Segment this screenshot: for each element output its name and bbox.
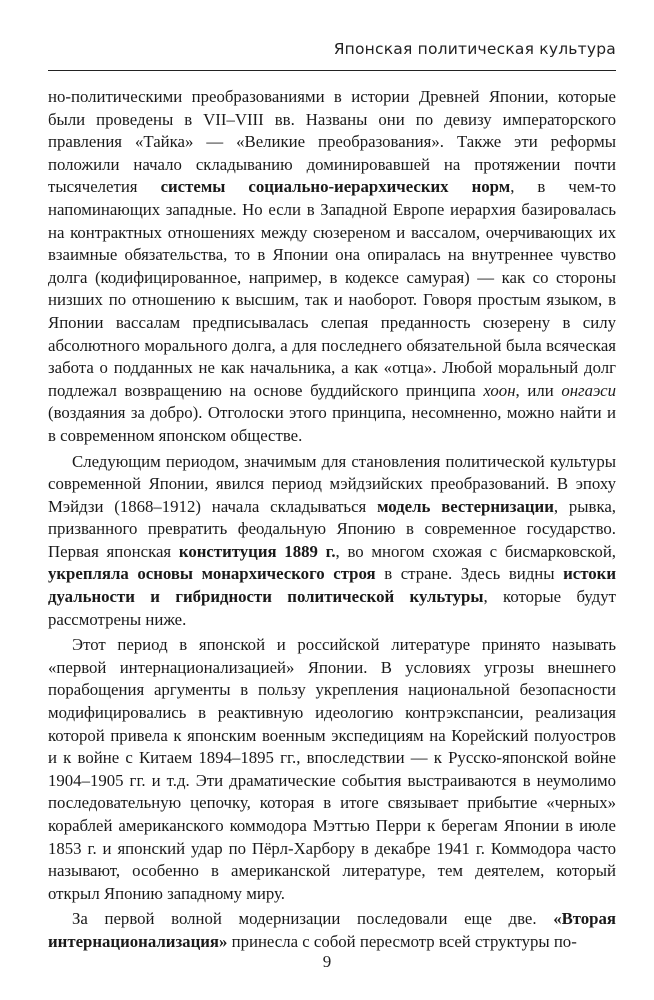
paragraph-2-run-3: , рывка, призванного превратить феодальную Японию в современное государство. Первая японская bbox=[48, 496, 616, 561]
term-social-hierarchical-norms: системы социально-иерархических норм bbox=[160, 177, 511, 197]
page-number: 9 bbox=[322, 952, 332, 971]
term-duality-hybridity: истоки дуальности и гибридности политической культуры bbox=[48, 564, 617, 607]
paragraph-2-run-5: , во многом схожая с бисмарковской, bbox=[335, 541, 616, 561]
paragraph-4 bbox=[48, 908, 616, 953]
paragraph-1-run-1: но-политическими преобразованиями в истории Древней Японии, которые были проведены в VII–VIII вв. Названы они по девизу императорского правления «Тайка» — «Великие преобразования». Также эти реформы положили начало складыванию доминировавшей на протяжении почти тысячелетия bbox=[48, 87, 616, 197]
paragraph-1-run-7: (воздаяния за добро). Отголоски этого принципа, несомненно, можно найти и в современном японском обществе. bbox=[48, 403, 616, 445]
header-rule bbox=[48, 70, 616, 71]
term-monarchy-foundations: укрепляла основы монархического строя bbox=[48, 564, 376, 584]
term-constitution-1889: конституция 1889 г. bbox=[178, 541, 336, 561]
running-title: Японская политическая культура bbox=[333, 40, 616, 58]
body-text bbox=[48, 86, 616, 954]
paragraph-4-run-1: За первой волной модернизации последовали еще две. bbox=[72, 909, 554, 929]
paragraph-3-run-1: Этот период в японской и российской литературе принято называть «первой интернационализацией» Японии. В условиях угрозы внешнего порабощения аргументы в пользу укрепления национальной безопасности модифицировались в реактивную идеологию контрэкспансии, реализация которой привела к японским военным экспедициям на Корейский полуостров и к войне с Китаем 1894–1895 гг., впоследствии — к Русско-японской войне 1904–1905 гг. и т.д. Эти драматические события выстраиваются в неумолимо последовательную цепочку, которая в итоге связывает прибытие «черных» кораблей американского коммодора Мэттью Перри к берегам Японии в июле 1853 г. и японский удар по Пёрл-Харбору в декабре 1941 г. Коммодора часто называют, особенно в американской литературе, тем деятелем, который открыл Японию западному миру. bbox=[48, 635, 616, 903]
paragraph-1-run-3: , в чем-то напоминающих западные. Но если в Западной Европе иерархия базировалась на контрактных отношениях между сюзереном и вассалом, очерчивающих их взаимные обязательства, то в Японии она опиралась на внутреннее чувство долга (кодифицированное, например, в кодексе самурая) — как со стороны низших по отношению к высшим, так и наоборот. Говоря простым языком, в Японии вассалам предписывалась слепая преданность сюзерену в силу абсолютного морального долга, а для последнего обязательной была всяческая забота о подданных не как начальника, а как «отца». Любой моральный долг подлежал возвращению на основе буддийского принципа bbox=[48, 177, 616, 400]
term-ongaeshi: онгаэси bbox=[561, 380, 616, 400]
paragraph-2-run-7: в стране. Здесь видны bbox=[375, 564, 564, 584]
term-second-internationalization: «Вторая интернационализация» bbox=[48, 909, 616, 951]
term-hoon: хоон bbox=[483, 380, 516, 400]
paragraph-2-run-9: , которые будут рассмотрены ниже. bbox=[48, 587, 616, 629]
paragraph-2 bbox=[48, 451, 616, 632]
paragraph-4-run-3: принесла с собой пересмотр всей структуры по- bbox=[227, 931, 577, 951]
paragraph-1-run-5: , или bbox=[515, 380, 562, 400]
paragraph-3 bbox=[48, 634, 616, 905]
paragraph-2-run-1: Следующим периодом, значимым для становления политической культуры современной Японии, явился период мэйдзийских преобразований. В эпоху Мэйдзи (1868–1912) начала складываться bbox=[48, 451, 616, 516]
paragraph-1 bbox=[48, 86, 616, 448]
term-westernization-model: модель вестернизации bbox=[377, 496, 554, 516]
